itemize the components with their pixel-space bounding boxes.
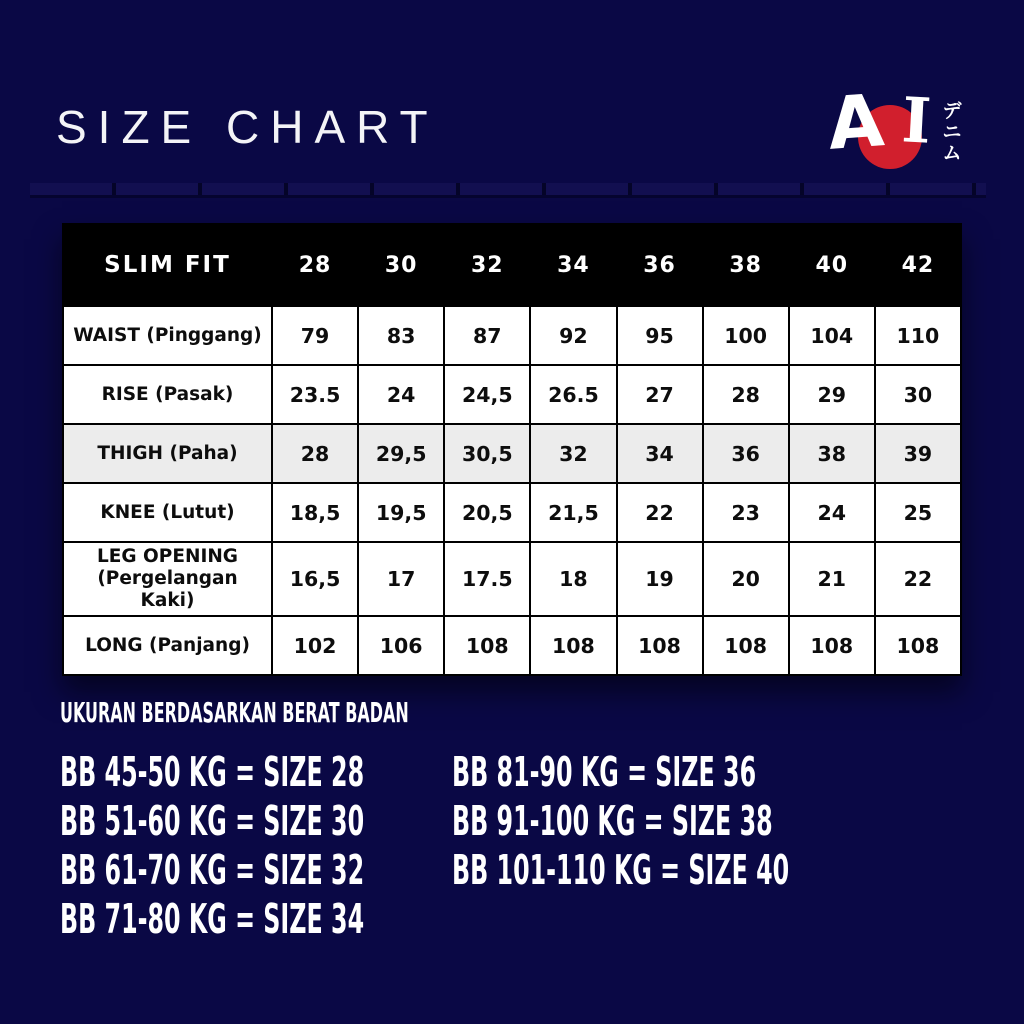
size-table-body <box>63 306 961 675</box>
measurement-value: 106 <box>358 616 444 675</box>
weight-size-line: BB 101-110 KG = SIZE 40 <box>452 846 790 894</box>
measurement-value: 34 <box>617 424 703 483</box>
size-column-header: 28 <box>272 224 358 306</box>
size-table-row <box>63 424 961 483</box>
fit-type-header: SLIM FIT <box>63 224 272 306</box>
measurement-value: 17.5 <box>444 542 530 616</box>
measurement-value: 95 <box>617 306 703 365</box>
size-table-row <box>63 542 961 616</box>
measurement-value: 104 <box>789 306 875 365</box>
logo-letter-i: I <box>900 83 933 158</box>
brand-logo <box>825 78 968 178</box>
size-table-row <box>63 616 961 675</box>
measurement-value: 20 <box>703 542 789 616</box>
measurement-value: 27 <box>617 365 703 424</box>
measurement-value: 79 <box>272 306 358 365</box>
weight-guide-left-column <box>60 748 364 944</box>
size-table-header-row <box>63 224 961 306</box>
measurement-value: 18,5 <box>272 483 358 542</box>
measurement-value: 19 <box>617 542 703 616</box>
size-table-row <box>63 365 961 424</box>
measurement-value: 23.5 <box>272 365 358 424</box>
measurement-label: WAIST (Pinggang) <box>63 306 272 365</box>
measurement-value: 24,5 <box>444 365 530 424</box>
measurement-value: 83 <box>358 306 444 365</box>
weight-size-line: BB 45-50 KG = SIZE 28 <box>60 748 365 796</box>
ruler-divider <box>30 183 986 198</box>
measurement-value: 36 <box>703 424 789 483</box>
measurement-value: 108 <box>703 616 789 675</box>
measurement-value: 110 <box>875 306 961 365</box>
measurement-value: 38 <box>789 424 875 483</box>
measurement-value: 20,5 <box>444 483 530 542</box>
measurement-value: 92 <box>530 306 616 365</box>
weight-guide-heading: UKURAN BERDASARKAN BERAT BADAN <box>60 696 409 729</box>
logo-japanese-vertical-text <box>940 101 964 164</box>
size-column-header: 40 <box>789 224 875 306</box>
weight-size-line: BB 61-70 KG = SIZE 32 <box>60 846 365 894</box>
measurement-value: 100 <box>703 306 789 365</box>
measurement-value: 108 <box>444 616 530 675</box>
weight-size-line: BB 51-60 KG = SIZE 30 <box>60 797 365 845</box>
size-column-header: 36 <box>617 224 703 306</box>
logo-japanese-char: ニ <box>942 121 962 143</box>
measurement-value: 102 <box>272 616 358 675</box>
measurement-value: 26.5 <box>530 365 616 424</box>
measurement-value: 16,5 <box>272 542 358 616</box>
measurement-value: 39 <box>875 424 961 483</box>
measurement-label: LONG (Panjang) <box>63 616 272 675</box>
measurement-value: 30 <box>875 365 961 424</box>
measurement-value: 30,5 <box>444 424 530 483</box>
measurement-value: 25 <box>875 483 961 542</box>
size-column-header: 38 <box>703 224 789 306</box>
measurement-value: 23 <box>703 483 789 542</box>
measurement-label: THIGH (Paha) <box>63 424 272 483</box>
measurement-value: 24 <box>358 365 444 424</box>
measurement-value: 21 <box>789 542 875 616</box>
measurement-label: KNEE (Lutut) <box>63 483 272 542</box>
measurement-value: 29 <box>789 365 875 424</box>
measurement-value: 22 <box>875 542 961 616</box>
size-table <box>62 223 962 676</box>
measurement-value: 22 <box>617 483 703 542</box>
measurement-label: RISE (Pasak) <box>63 365 272 424</box>
size-table-row <box>63 483 961 542</box>
measurement-value: 19,5 <box>358 483 444 542</box>
measurement-value: 29,5 <box>358 424 444 483</box>
measurement-value: 28 <box>703 365 789 424</box>
measurement-label: LEG OPENING (Pergelangan Kaki) <box>63 542 272 616</box>
measurement-value: 87 <box>444 306 530 365</box>
logo-letter-a: A <box>825 78 887 166</box>
size-column-header: 42 <box>875 224 961 306</box>
weight-size-line: BB 71-80 KG = SIZE 34 <box>60 895 365 943</box>
page-title: SIZE CHART <box>56 101 439 153</box>
measurement-value: 21,5 <box>530 483 616 542</box>
logo-japanese-char: ム <box>942 142 962 164</box>
weight-size-line: BB 91-100 KG = SIZE 38 <box>452 797 773 845</box>
measurement-value: 108 <box>617 616 703 675</box>
size-column-header: 32 <box>444 224 530 306</box>
measurement-value: 32 <box>530 424 616 483</box>
measurement-value: 108 <box>875 616 961 675</box>
measurement-value: 18 <box>530 542 616 616</box>
measurement-value: 17 <box>358 542 444 616</box>
size-column-header: 34 <box>530 224 616 306</box>
size-table-row <box>63 306 961 365</box>
logo-japanese-char: デ <box>942 100 962 122</box>
measurement-value: 28 <box>272 424 358 483</box>
size-column-header: 30 <box>358 224 444 306</box>
measurement-value: 108 <box>789 616 875 675</box>
measurement-value: 108 <box>530 616 616 675</box>
weight-guide-right-column <box>452 748 789 895</box>
weight-size-line: BB 81-90 KG = SIZE 36 <box>452 748 757 796</box>
measurement-value: 24 <box>789 483 875 542</box>
